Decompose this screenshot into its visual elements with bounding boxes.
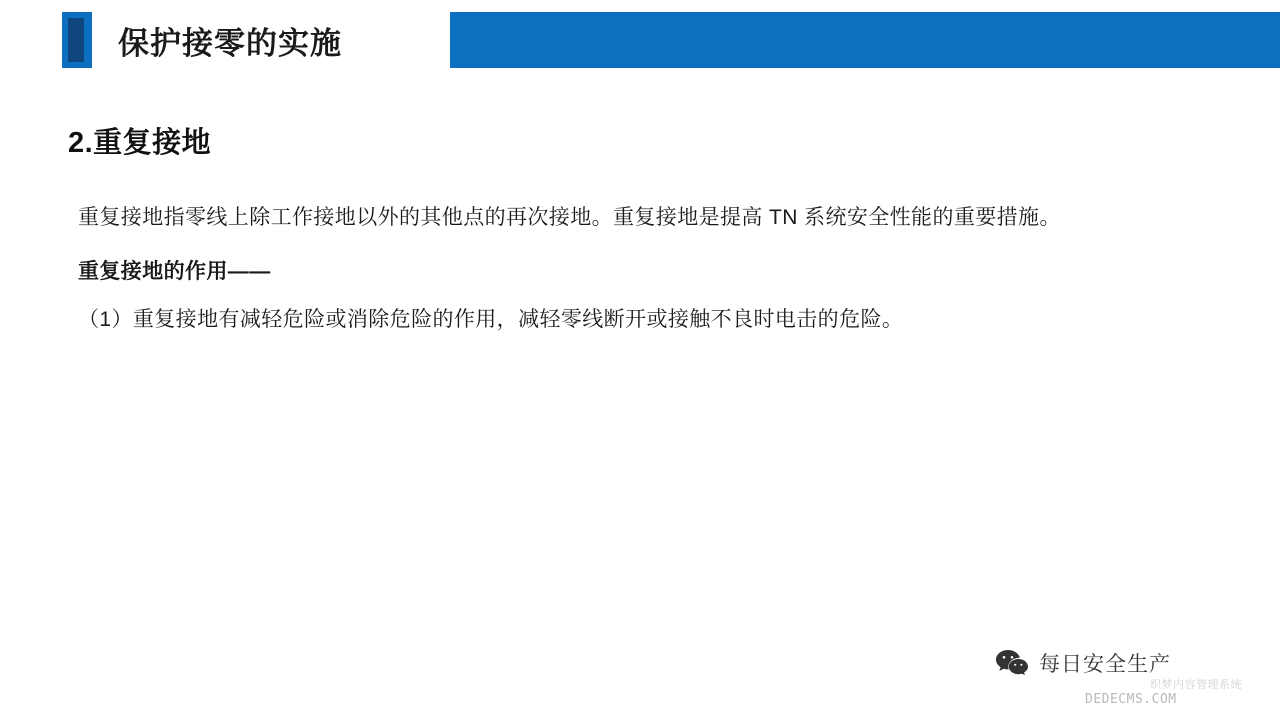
header-title-plate <box>92 12 450 68</box>
header-left-margin <box>0 12 62 68</box>
section-heading: 2.重复接地 <box>68 127 212 159</box>
wechat-account-name: 每日安全生产 <box>1039 653 1171 676</box>
slide-header <box>0 12 1280 68</box>
watermark-dedecms: DEDECMS.COM <box>1085 692 1177 707</box>
watermark-cn: 织梦内容管理系统 <box>1150 679 1242 691</box>
page-title: 保护接零的实施 <box>118 25 342 61</box>
paragraph-point-1: （1）重复接地有减轻危险或消除危险的作用，减轻零线断开或接触不良时电击的危险。 <box>78 308 904 331</box>
wechat-icon <box>995 648 1029 678</box>
header-accent-block <box>68 18 84 62</box>
paragraph-role-title: 重复接地的作用—— <box>78 260 271 283</box>
wechat-logo <box>995 648 1171 678</box>
paragraph-intro: 重复接地指零线上除工作接地以外的其他点的再次接地。重复接地是提高 TN 系统安全性能的重要措施。 <box>78 206 1061 229</box>
paragraph-block <box>78 194 1138 344</box>
